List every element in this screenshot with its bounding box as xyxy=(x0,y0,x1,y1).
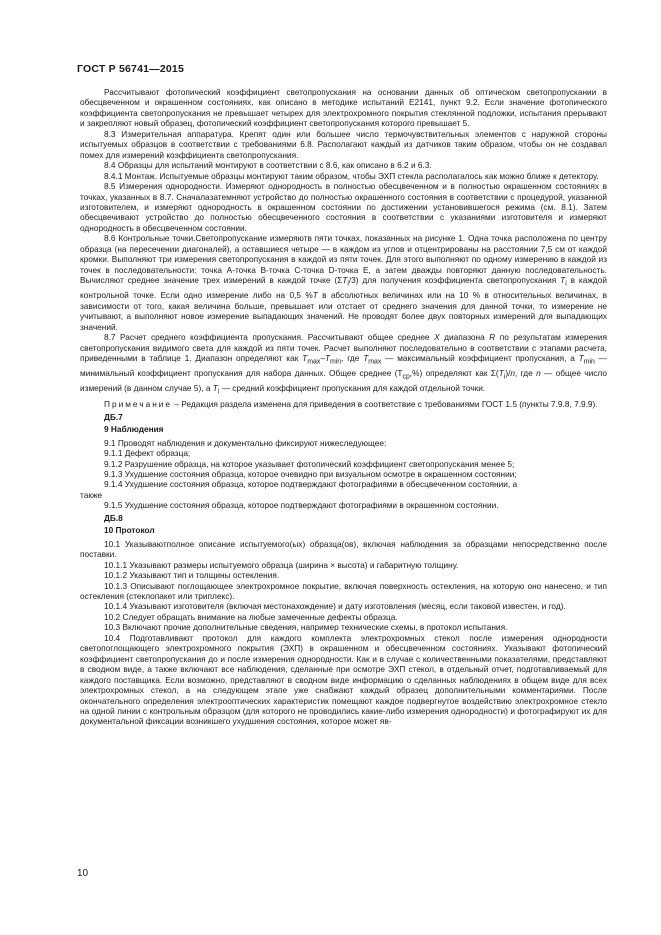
subscript: max xyxy=(307,358,321,366)
list-item: 9.1.5 Ухудшение состояния образца, которое подтверждают фотографиями в окрашенном состоянии. xyxy=(104,500,499,511)
text-run: в каждой контрольной точке. Если одно измерение либо на 0,5 % xyxy=(80,275,607,301)
symbol: R xyxy=(489,332,496,343)
paragraph: 10.2 Следует обращать внимание на любые замеченные дефекты образца. xyxy=(104,611,398,622)
text-run: в абсолютных величинах или на 10 % в относительных величинах, в зависимости от того, какая величина больше, превышает или отстает от среднего значения для данной точки, то измерение не учитывают, а выполняют новое измерение выпадающих значений. Не проводят более двух повторных измерений для выпадающих значений. xyxy=(80,290,607,332)
list-item: 9.1.3 Ухудшение состояния образца, которое очевидно при визуальном осмотре в окрашенном состоянии; xyxy=(104,469,517,480)
section-title: 10 Протокол xyxy=(104,525,155,536)
text-run: /3) для получения коэффициента светопропускания xyxy=(348,275,561,286)
subscript: i xyxy=(347,280,349,288)
paragraph-control-points xyxy=(80,233,607,332)
paragraph: 8.4 Образцы для испытаний монтируют в соответствии с 8.6, как описано в 6.2 и 6.3. xyxy=(104,160,432,171)
text-run: — общее число измерений (в данном случае 5), а xyxy=(80,368,607,394)
text-run: — минимальный коэффициент пропускания для набора данных. Общее среднее (T xyxy=(80,352,607,379)
text-run: , где xyxy=(341,352,364,363)
symbol: T xyxy=(212,383,218,394)
symbol: n xyxy=(536,368,541,379)
symbol: T xyxy=(560,275,566,286)
subscript: i xyxy=(217,388,220,396)
symbol: T xyxy=(302,352,308,363)
text-run: – xyxy=(320,352,325,363)
paragraph-average-calc xyxy=(80,332,607,398)
list-item: 9.1.4 Ухудшение состояния образца, которое подтверждают фотографиями в обесцвеченном состоянии, а xyxy=(104,479,518,490)
paragraph: 10.1 Указываютполное описание испытуемого(ых) образца(ов), включая наблюдения за образцами непосредственно после поставки. xyxy=(80,538,607,560)
text-run: — максимальный коэффициент пропускания, а xyxy=(381,352,579,363)
symbol: T xyxy=(578,352,584,363)
symbol: T xyxy=(342,275,348,286)
symbol: T xyxy=(312,290,318,301)
paragraph: 9.1 Проводят наблюдения и документально фиксируют нижеследующее: xyxy=(104,437,387,448)
list-item-continuation: также xyxy=(80,489,103,500)
text-run: 8.7 Расчет среднего коэффициента пропускания. Рассчитывают общее среднее xyxy=(104,332,435,343)
paragraph: 10.1.2 Указывают тип и толщины остекления. xyxy=(104,570,280,581)
list-item: 9.1.1 Дефект образца; xyxy=(104,448,191,459)
page-number: 10 xyxy=(77,868,89,879)
note-text: – Редакция раздела изменена для приведения в соответствие с требованиями ГОСТ 1.5 (пункты 7.9.8, 7.9.9). xyxy=(172,399,598,410)
paragraph: 8.3 Измерительная аппаратура. Крепят один или большее число термочувствительных элементов с наружной стороны испытуемых образцов в соответствии с требованиями 6.8. Располагают каждый из датчиков таким образом, чтобы он не создавал помех для измерений коэффициента светопропускания. xyxy=(80,128,607,160)
paragraph: 10.1.3 Описывают поглощающее электрохромное покрытие, включая поверхность остекления, на которую оно нанесено, и тип остекления (стеклопакет или триплекс). xyxy=(80,580,607,602)
symbol: X xyxy=(434,332,440,343)
paragraph: 10.1.1 Указывают размеры испытуемого образца (ширина × высота) и габаритную толщину. xyxy=(104,559,459,570)
section-marker: ДБ.7 xyxy=(104,411,123,422)
note xyxy=(80,399,607,409)
text-run: )/ xyxy=(505,368,511,379)
list-item: 9.1.2 Разрушение образца, на которое указывает фотопический коэффициент светопропускания менее 5; xyxy=(104,458,515,469)
text-run: диапазона xyxy=(439,332,490,343)
subscript: min xyxy=(583,358,595,366)
symbol: T xyxy=(498,368,504,379)
paragraph: 10.1.4 Указывают изготовителя (включая местонахождение) и дату изготовления (месяц, если таковой известен, и год). xyxy=(104,601,566,612)
paragraph: 8.4.1 Монтаж. Испытуемые образцы монтируют таким образом, чтобы ЭХП стекла располагалось как можно ближе к детектору. xyxy=(104,170,599,181)
section-title: 9 Наблюдения xyxy=(104,424,164,435)
paragraph: Рассчитывают фотопический коэффициент светопропускания на основании данных об оптическом светопропускании в обесцвеченном и окрашенном состояниях, как описано в методике испытаний E2141, пункт 9.2. Если значение фотопического коэффициента светопропускания не превышает четырех для электрохромного покрытия стеклянной подложки, испытания прерывают и закрепляют новый образец, фотопический коэффициент светопропускания которого превышает 5. xyxy=(80,87,607,129)
page-header: ГОСТ Р 56741—2015 xyxy=(77,63,185,75)
symbol: n xyxy=(510,368,516,379)
paragraph: 8.5 Измерения однородности. Измеряют однородность в полностью обесцвеченном и в полностью окрашенном состояниях в точках, указанных в 8.7. Сначалазатемняют устройство до полностью окрашенного состояния в соответствии с процедурой, указанной изготовителем, и измеряют однородность в окрашенном состоянии по достижении установившегося режима (см. 8.1). Затем обесцвечивают устройство до полностью обесцвеченного состояния в соответствии с указаниями изготовителя и измеряют однородность в обесцвеченном состоянии. xyxy=(80,181,607,233)
note-label: Примечание xyxy=(104,399,173,410)
paragraph: 10.3 Включают прочие дополнительные сведения, например технические схемы, в протокол испытания. xyxy=(104,622,508,633)
paragraph: 10.4 Подготавливают протокол для каждого комплекта электрохромных стекол после измерения однородности светопоглощающего электрохромного покрытия (ЭХП) в окрашенном и обесцвеченном состояниях. Указывают фотопический коэффициент светопропускания до и после измерения однородности. Как и в случае с количественными показателями, представляют в сводном виде, а также включают все наблюдения, сделанные при осмотре ЭХП стекол, в отдельный отчет, подготавливаемый для каждого поставщика. Если возможно, представляют в сводном виде информацию о сделанных наблюдениях в общем виде для всех электрохромных стекол, а на следующем этапе уже снабжают каждый образец дополнительными комментариями. После окончательного определения электрооптических характеристик помещают каждое подвергнутое воздействию электрохромное стекло на одной линии с контрольным образцом (для которого не проводились какие-либо измерения однородности) и фотографируют их для документальной фиксации возникшего ухудшения состояния, которое может яв- xyxy=(80,632,607,727)
subscript: i xyxy=(503,373,506,381)
subscript: min xyxy=(330,358,342,366)
text-run: по результатам измерения светопропускания видимого света для каждой из пяти точек. Расчет выполняют последовательно в соответствии с этапами расчета, приведенными в таблице 1. Диапазон определяют как xyxy=(80,332,607,363)
document-body xyxy=(80,87,607,727)
subscript: i xyxy=(565,280,567,288)
text-run: — средний коэффициент пропускания для каждой отдельной точки. xyxy=(219,383,486,394)
symbol: T xyxy=(324,352,331,363)
text-run: 8.6 Контрольные точки.Светопропускание измеряютв пяти точках, показанных на рисунке 1. Одна точка расположена по центру образца (на пересечении диагоналей), а оставшиеся четыре — в каждом из углов и отцентрированы на расстоянии 7,5 см от каждой кромки. Выполняют три измерения светопропускания в каждой из пяти точек. Для этого выполняют по одному измерению в каждой из точек в последовательности: точка А-точка В-точка С-точка D-точка Е, а затем дважды повторяют данную последовательность. Вычисляют среднее значение трех измерений в каждой точке (Σ xyxy=(80,233,607,286)
subscript: ср xyxy=(402,373,410,381)
text-run: ,%) определяют как Σ( xyxy=(409,368,499,379)
section-marker: ДБ.8 xyxy=(104,512,123,523)
subscript: max xyxy=(368,358,382,366)
text-run: , где xyxy=(515,368,537,379)
symbol: T xyxy=(363,352,369,363)
